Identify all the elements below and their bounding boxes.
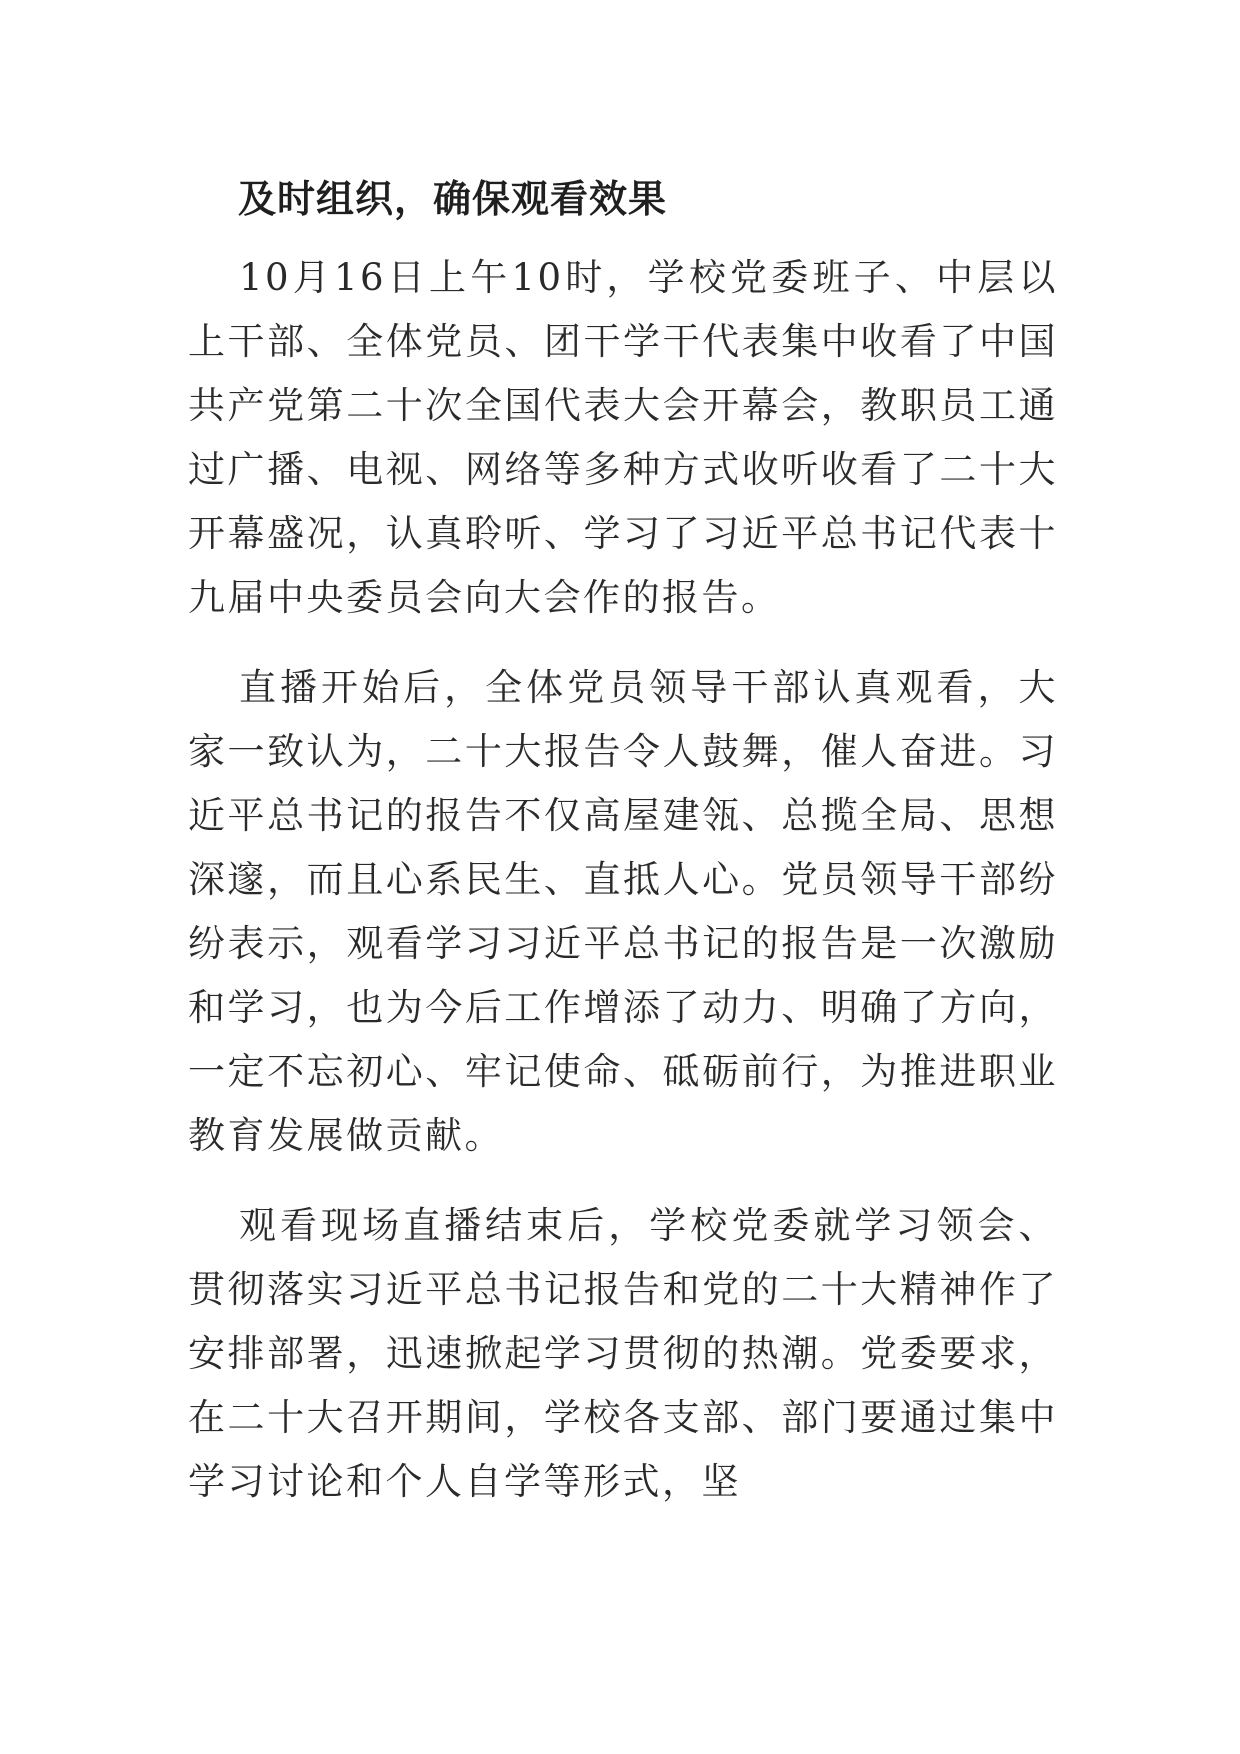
paragraph-3: 观看现场直播结束后，学校党委就学习领会、贯彻落实习近平总书记报告和党的二十大精神作了安排部署，迅速掀起学习贯彻的热潮。党委要求，在二十大召开期间，学校各支部、部门要通过集中学习讨论和个人自学等形式，坚 (188, 1204, 1058, 1503)
paragraph-1: 10月16日上午10时，学校党委班子、中层以上干部、全体党员、团干学干代表集中收看了中国共产党第二十次全国代表大会开幕会，教职员工通过广播、电视、网络等多种方式收听收看了二十大开幕盛况，认真聆听、学习了习近平总书记代表十九届中央委员会向大会作的报告。 (188, 256, 1058, 619)
section-heading: 及时组织，确保观看效果 (238, 176, 668, 221)
document-body (188, 170, 1058, 1540)
paragraph-2: 直播开始后，全体党员领导干部认真观看，大家一致认为，二十大报告令人鼓舞，催人奋进。习近平总书记的报告不仅高屋建瓴、总揽全局、思想深邃，而且心系民生、直抵人心。党员领导干部纷纷表示，观看学习习近平总书记的报告是一次激励和学习，也为今后工作增添了动力、明确了方向，一定不忘初心、牢记使命、砥砺前行，为推进职业教育发展做贡献。 (188, 666, 1058, 1157)
